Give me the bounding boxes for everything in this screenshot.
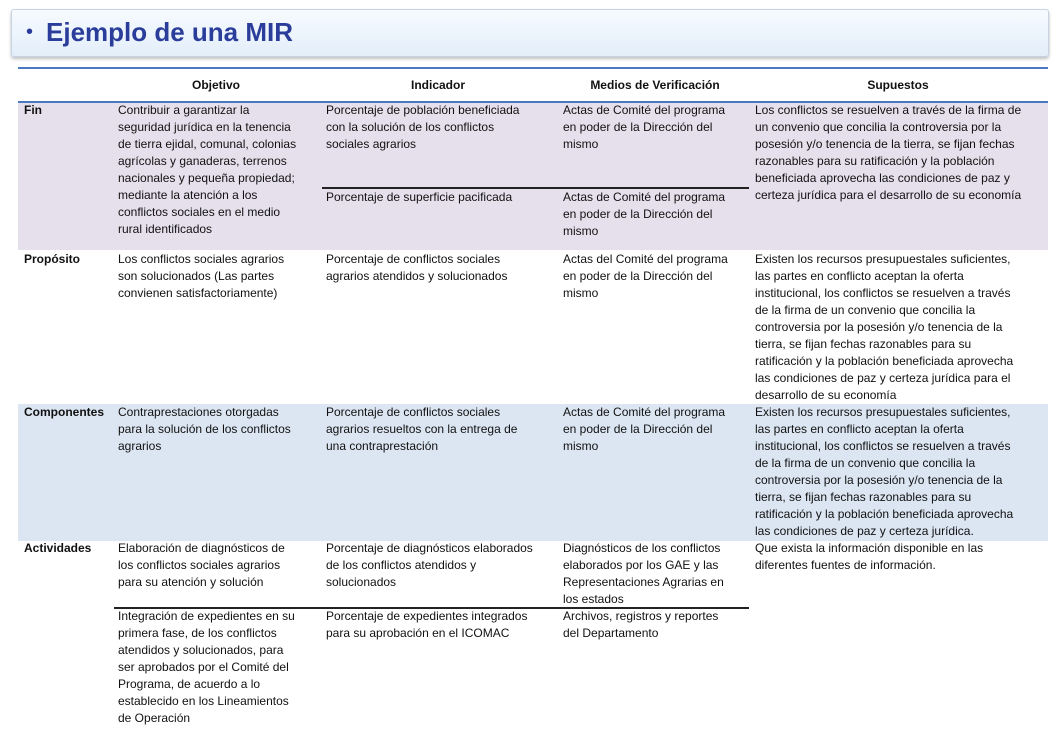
- proposito-supuestos: Existen los recursos presupuestales suficientes, las partes en conflicto aceptan la oferta institucional, los conflictos se resuelven a través de la firma de un convenio que concilia la controversia por la posesión y/o tenencia de la tierra, se fijan fechas razonables para su ratificación y la población beneficiada aprovecha las condiciones de paz y certeza jurídica para el desarrollo de su economía: [755, 252, 1014, 402]
- proposito-medios: Actas del Comité del programa en poder de la Dirección del mismo: [563, 252, 728, 300]
- header-objetivo: Objetivo: [191, 78, 240, 92]
- fin-supuestos: Los conflictos se resuelven a través de la firma de un convenio que concilia la controversia por la posesión y/o tenencia de la tierra, se fijan fechas razonables para su ratificación y la población beneficiada aprovecha las condiciones de paz y certeza jurídica para el desarrollo de su economía: [755, 103, 1022, 202]
- actividades-medios-2: Archivos, registros y reportes del Departamento: [563, 609, 719, 640]
- actividades-objetivo-1: Elaboración de diagnósticos de los conflictos sociales agrarios para su atención y solución: [118, 541, 285, 589]
- proposito-objetivo: Los conflictos sociales agrarios son solucionados (Las partes convienen satisfactoriamente): [118, 252, 285, 300]
- fin-objetivo: Contribuir a garantizar la seguridad jurídica en la tenencia de tierra ejidal, comunal, colonias agrícolas y ganaderas, terrenos nacionales y pequeña propiedad; mediante la atención a los conflictos sociales en el medio rural identificados: [118, 103, 297, 236]
- fin-indicador-2: Porcentaje de superficie pacificada: [326, 190, 513, 204]
- actividades-objetivo-2: Integración de expedientes en su primera fase, de los conflictos atendidos y solucionados, para ser aprobados por el Comité del Programa, de acuerdo a lo establecido en los Lineamientos de Operación: [118, 609, 295, 725]
- actividades-indicador-2: Porcentaje de expedientes integrados para su aprobación en el ICOMAC: [326, 609, 528, 640]
- slide-title: Ejemplo de una MIR: [46, 17, 294, 47]
- table-top-rule: [18, 67, 1048, 69]
- componentes-objetivo: Contraprestaciones otorgadas para la solución de los conflictos agrarios: [118, 405, 291, 453]
- row-label-proposito: Propósito: [24, 252, 80, 266]
- actividades-medios-1: Diagnósticos de los conflictos elaborados por los GAE y las Representaciones Agrarias en los estados: [563, 541, 724, 606]
- row-label-fin: Fin: [24, 103, 42, 117]
- header-indicador: Indicador: [410, 78, 465, 92]
- row-label-componentes: Componentes: [24, 405, 105, 419]
- header-medios: Medios de Verificación: [590, 78, 720, 92]
- fin-medios-1: Actas de Comité del programa en poder de la Dirección del mismo: [563, 103, 726, 151]
- actividades-indicador-1: Porcentaje de diagnósticos elaborados de los conflictos atendidos y solucionados: [326, 541, 533, 589]
- componentes-medios: Actas de Comité del programa en poder de la Dirección del mismo: [563, 405, 726, 453]
- header-supuestos: Supuestos: [867, 78, 929, 92]
- title-bullet: •: [26, 21, 34, 43]
- componentes-supuestos: Existen los recursos presupuestales suficientes, las partes en conflicto aceptan la oferta institucional, los conflictos se resuelven a través de la firma de un convenio que concilia la controversia por la posesión y/o tenencia de la tierra, se fijan fechas razonables para su ratificación y la población beneficiada aprovecha las condiciones de paz y certeza jurídica.: [755, 405, 1014, 538]
- fin-indicador-1: Porcentaje de población beneficiada con la solución de los conflictos sociales agrarios: [326, 103, 520, 151]
- proposito-indicador: Porcentaje de conflictos sociales agrarios atendidos y solucionados: [326, 252, 508, 283]
- fin-medios-2: Actas de Comité del programa en poder de la Dirección del mismo: [563, 190, 726, 238]
- componentes-indicador: Porcentaje de conflictos sociales agrarios resueltos con la entrega de una contraprestación: [326, 405, 518, 453]
- actividades-supuestos: Que exista la información disponible en las diferentes fuentes de información.: [755, 541, 984, 572]
- slide-title-box: [11, 9, 1049, 57]
- row-label-actividades: Actividades: [24, 541, 92, 555]
